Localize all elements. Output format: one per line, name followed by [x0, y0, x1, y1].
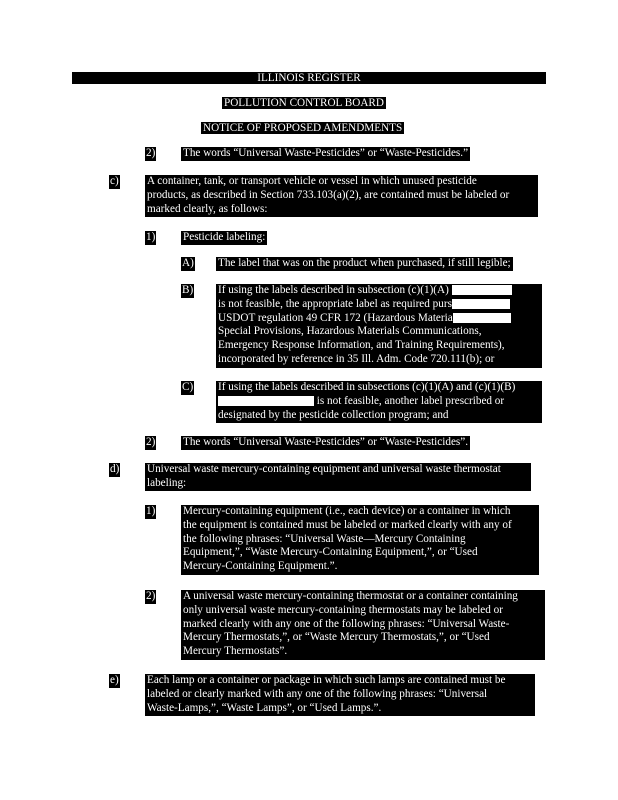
paragraph-c1B: [216, 284, 542, 368]
item-label: C): [182, 381, 194, 393]
item-label: A): [182, 257, 194, 269]
text-fragment: USDOT regulation 49 CFR 172 (Hazardous Materia: [218, 311, 453, 324]
item-label: 2): [146, 590, 156, 602]
text-line: [216, 298, 542, 312]
item-text: Pesticide labeling:: [183, 231, 266, 243]
text-line: Universal waste mercury-containing equipment and universal waste thermostat: [147, 463, 501, 475]
redaction-mark: [218, 396, 314, 406]
text-line: [216, 395, 542, 409]
paragraph-d2: [181, 590, 545, 660]
text-line: marked clearly with any one of the following phrases: “Universal Waste-: [183, 617, 510, 630]
text-line: labeled or clearly marked with any one of the following phrases: “Universal: [147, 687, 488, 700]
paragraph-c1C: [216, 381, 542, 423]
text-line: A container, tank, or transport vehicle or vessel in which unused pesticide: [147, 175, 477, 187]
text-line: Mercury Thermostats”.: [183, 645, 288, 658]
text-line: the following phrases: “Universal Waste—Mercury Containing: [183, 532, 466, 545]
item-label: 2): [146, 147, 156, 159]
text-line: marked clearly, as follows:: [147, 202, 268, 215]
text-line: Emergency Response Information, and Training Requirements),: [218, 339, 505, 352]
text-line: Mercury-Containing Equipment.”.: [183, 560, 338, 573]
item-label: e): [110, 674, 119, 686]
text-fragment: is not feasible, the appropriate label as required purs: [218, 297, 452, 310]
text-line: Each lamp or a container or package in which such lamps are contained must be: [147, 674, 506, 686]
item-text: The words “Universal Waste-Pesticides” or “Waste-Pesticides.”: [183, 147, 469, 159]
item-label: c): [110, 175, 119, 187]
text-line: only universal waste mercury-containing thermostats may be labeled or: [183, 603, 503, 616]
text-line: Special Provisions, Hazardous Materials Communications,: [218, 325, 482, 338]
item-label: 2): [146, 436, 156, 448]
text-line: incorporated by reference in 35 Ill. Adm. Code 720.111(b); or: [218, 352, 495, 365]
item-label: d): [110, 463, 120, 475]
paragraph-c: [145, 175, 538, 217]
text-line: A universal waste mercury-containing thermostat or a container containing: [183, 590, 518, 602]
text-line: Waste-Lamps,”, “Waste Lamps”, or “Used Lamps.”.: [147, 701, 382, 714]
item-label: 1): [146, 231, 156, 243]
redaction-mark: [452, 299, 510, 309]
text-line: Mercury Thermostats,”, or “Waste Mercury Thermostats,”, or “Used: [183, 631, 490, 644]
paragraph-e: [145, 674, 535, 716]
text-line: designated by the pesticide collection program; and: [218, 408, 449, 421]
board-title: POLLUTION CONTROL BOARD: [224, 97, 384, 109]
text-line: [216, 312, 542, 326]
text-line: Mercury-containing equipment (i.e., each device) or a container in which: [183, 505, 511, 517]
item-text: The label that was on the product when purchased, if still legible;: [218, 257, 511, 269]
paragraph-d: [145, 463, 531, 491]
item-label: B): [182, 284, 194, 296]
notice-title: NOTICE OF PROPOSED AMENDMENTS: [203, 122, 403, 134]
register-title: ILLINOIS REGISTER: [257, 72, 361, 84]
paragraph-d1: [181, 505, 539, 575]
redaction-mark: [452, 285, 512, 295]
text-line: If using the labels described in subsections (c)(1)(A) and (c)(1)(B): [218, 381, 516, 393]
text-line: products, as described in Section 733.103(a)(2), are contained must be labeled or: [147, 188, 510, 201]
item-label: 1): [146, 505, 156, 517]
redaction-mark: [453, 313, 511, 323]
text-fragment: is not feasible, another label prescribed or: [316, 394, 505, 407]
register-title-bar: [72, 72, 546, 84]
text-line: the equipment is contained must be labeled or marked clearly with any of: [183, 518, 512, 531]
text-fragment: If using the labels described in subsection (c)(1)(A): [218, 284, 449, 296]
text-line: labeling:: [147, 476, 187, 489]
text-line: Equipment,”, “Waste Mercury-Containing Equipment,”, or “Used: [183, 546, 478, 559]
item-text: The words “Universal Waste-Pesticides” or “Waste-Pesticides”.: [183, 436, 469, 448]
text-line: [216, 284, 542, 298]
